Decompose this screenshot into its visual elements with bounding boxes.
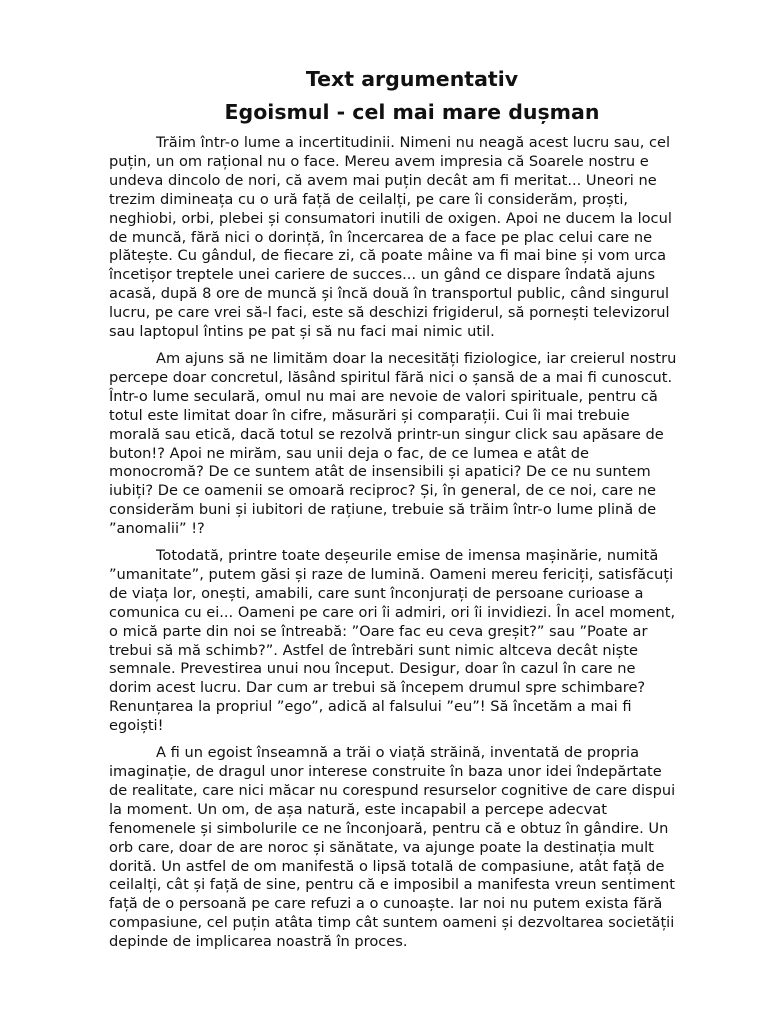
- paragraph-line: Trăim într-o lume a incertitudinii. Nimeni nu neagă acest lucru sau, cel: [156, 134, 671, 151]
- paragraph-line: de realitate, care nici măcar nu corespund resurselor cognitive de care dispui: [109, 781, 676, 799]
- paragraph-line: depinde de implicarea noastră în proces.: [109, 933, 408, 951]
- paragraph-line: monocromă? De ce suntem atât de insensibili și apatici? De ce nu suntem: [109, 463, 651, 481]
- paragraph-line: comunica cu ei... Oameni pe care ori îi admiri, ori îi invidiezi. În acel moment,: [109, 603, 676, 621]
- document-subtitle: Egoismul - cel mai mare dușman: [224, 100, 600, 124]
- paragraph-line: considerăm buni și iubitori de rațiune, trebuie să trăim într-o lume plină de: [109, 501, 657, 519]
- paragraph-2: [109, 350, 709, 539]
- paragraph-line: Renunțarea la propriul ”ego”, adică al falsului ”eu”! Să încetăm a mai fi: [109, 698, 632, 716]
- paragraph-line: încetișor treptele unei cariere de succes... un gând ce dispare îndată ajuns: [109, 266, 656, 284]
- paragraph-3: [109, 547, 709, 736]
- paragraph-line: fenomenele și simbolurile ce ne înconjoară, pentru că e obtuz în gândire. Un: [109, 819, 669, 837]
- paragraph-line: Într-o lume seculară, omul nu mai are nevoie de valori spirituale, pentru că: [109, 387, 658, 405]
- paragraph-line: egoiști!: [109, 717, 164, 735]
- paragraph-line: imaginație, de dragul unor interese construite în baza unor idei îndepărtate: [109, 763, 662, 780]
- paragraph-line: percepe doar concretul, lăsând spiritul fără nici o șansă de a mai fi cunoscut.: [109, 368, 673, 386]
- paragraph-line: dorim acest lucru. Dar cum ar trebui să începem drumul spre schimbare?: [109, 679, 646, 697]
- paragraph-line: ceilalți, cât și față de sine, pentru că e imposibil a manifesta vreun sentiment: [109, 876, 675, 894]
- paragraph-line: totul este limitat doar în cifre, măsurări și comparații. Cui îi mai trebuie: [109, 406, 630, 424]
- document-title: Text argumentativ: [305, 67, 519, 91]
- paragraph-line: plătește. Cu gândul, de fiecare zi, că poate mâine va fi mai bine și vom urca: [109, 247, 667, 265]
- paragraph-line: ”anomalii” !?: [109, 520, 205, 538]
- paragraph-line: dorită. Un astfel de om manifestă o lipsă totală de compasiune, atât față de: [109, 857, 665, 875]
- paragraph-line: compasiune, cel puțin atâta timp cât suntem oameni și dezvoltarea societății: [109, 914, 675, 932]
- paragraph-line: acasă, după 8 ore de muncă și încă două în transportul public, când singurul: [109, 285, 670, 303]
- paragraph-line: de muncă, fără nici o dorință, în încercarea de a face pe plac celui care ne: [109, 228, 653, 246]
- paragraph-line: A fi un egoist înseamnă a trăi o viață străină, inventată de propria: [156, 744, 640, 762]
- paragraph-line: lucru, pe care vrei să-l faci, este să deschizi frigiderul, să pornești televizorul: [109, 304, 670, 322]
- paragraph-line: față de o persoană pe care refuzi a o cunoaște. Iar noi nu putem exista fără: [109, 895, 663, 913]
- paragraph-line: buton!? Apoi ne mirăm, sau unii deja o fac, de ce lumea e atât de: [109, 444, 590, 462]
- paragraph-line: Am ajuns să ne limităm doar la necesități fiziologice, iar creierul nostru: [156, 349, 677, 367]
- paragraph-4: [109, 744, 709, 952]
- paragraph-line: de viața lor, onești, amabili, care sunt înconjurați de persoane curioase a: [109, 584, 644, 602]
- paragraph-line: puțin, un om rațional nu o face. Mereu avem impresia că Soarele nostru e: [109, 152, 649, 170]
- paragraph-line: sau laptopul întins pe pat și să nu faci mai nimic util.: [109, 323, 495, 341]
- paragraph-line: orb care, doar de are noroc și sănătate, va ajunge poate la destinația mult: [109, 838, 654, 856]
- paragraph-line: la moment. Un om, de așa natură, este incapabil a percepe adecvat: [109, 800, 607, 818]
- paragraph-1: [109, 134, 709, 342]
- paragraph-line: undeva dincolo de nori, că avem mai puțin decât am fi meritat... Uneori ne: [109, 171, 657, 189]
- paragraph-line: o mică parte din noi se întreabă: ”Oare fac eu ceva greșit?” sau ”Poate ar: [109, 622, 648, 640]
- paragraph-line: morală sau etică, dacă totul se rezolvă printr-un singur click sau apăsare de: [109, 425, 664, 443]
- paragraph-line: neghiobi, orbi, plebei și consumatori inutili de oxigen. Apoi ne ducem la locul: [109, 209, 672, 227]
- paragraph-line: trezim dimineața cu o ură față de ceilalți, pe care îi considerăm, proști,: [109, 190, 629, 208]
- paragraph-line: trebui să mă schimb?”. Astfel de întrebări sunt nimic altceva decât niște: [109, 641, 638, 659]
- paragraph-line: ”umanitate”, putem găsi și raze de lumină. Oameni mereu fericiți, satisfăcuți: [109, 565, 674, 583]
- paragraph-line: semnale. Prevestirea unui nou început. Desigur, doar în cazul în care ne: [109, 660, 636, 678]
- paragraph-line: Totodată, printre toate deșeurile emise de imensa mașinărie, numită: [156, 547, 659, 565]
- document-page: [109, 64, 709, 960]
- paragraph-line: iubiți? De ce oamenii se omoară reciproc? Și, în general, de ce noi, care ne: [109, 482, 656, 500]
